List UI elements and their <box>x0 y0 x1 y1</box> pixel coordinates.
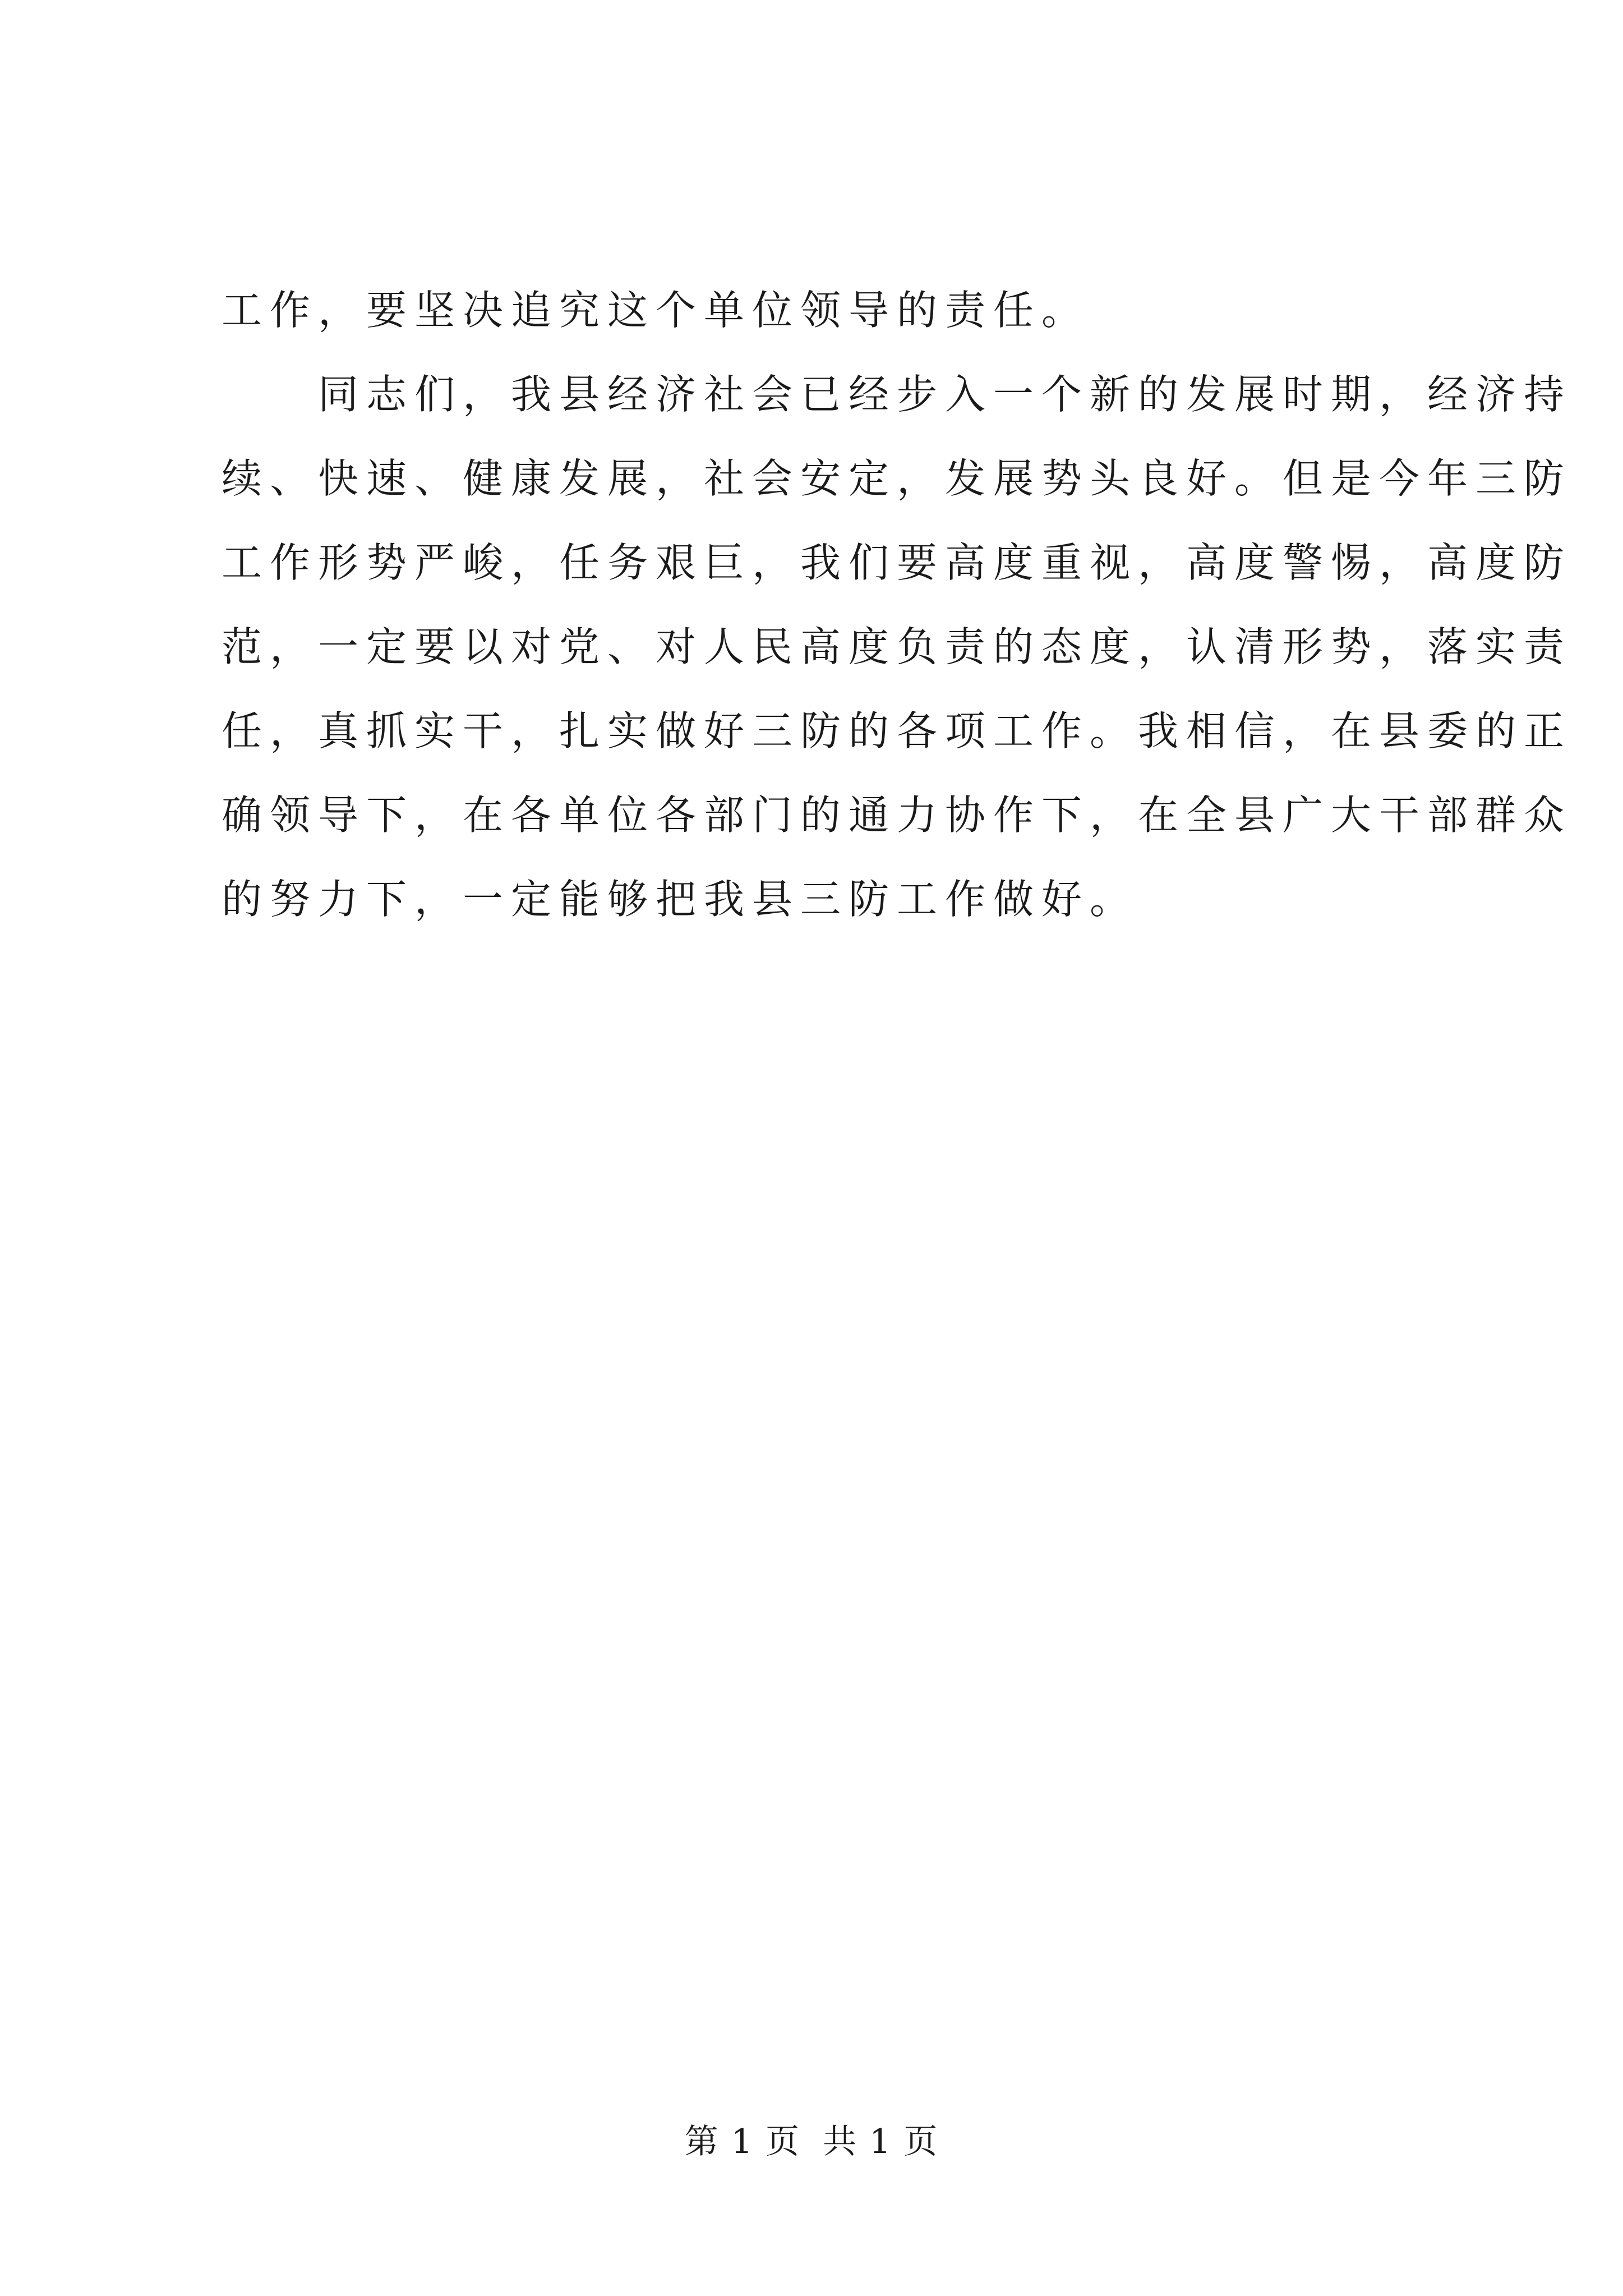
document-body <box>222 268 1573 941</box>
paragraph-line: 工作形势严峻，任务艰巨，我们要高度重视，高度警惕，高度防 <box>222 539 1573 586</box>
paragraph-line: 工作，要坚决追究这个单位领导的责任。 <box>222 287 1090 334</box>
page-number: 第 1 页 <box>684 2122 800 2161</box>
page-total: 共 1 页 <box>823 2122 939 2161</box>
paragraph-line: 范，一定要以对党、对人民高度负责的态度，认清形势，落实责 <box>222 623 1573 670</box>
paragraph-line: 确领导下，在各单位各部门的通力协作下，在全县广大干部群众 <box>222 792 1573 839</box>
page-footer <box>0 2115 1623 2163</box>
paragraph-line: 任，真抓实干，扎实做好三防的各项工作。我相信，在县委的正 <box>222 707 1573 754</box>
paragraph-line: 同志们，我县经济社会已经步入一个新的发展时期，经济持 <box>222 371 1573 418</box>
paragraph-line: 的努力下，一定能够把我县三防工作做好。 <box>222 876 1138 923</box>
paragraph-line: 续、快速、健康发展，社会安定，发展势头良好。但是今年三防 <box>222 455 1573 502</box>
